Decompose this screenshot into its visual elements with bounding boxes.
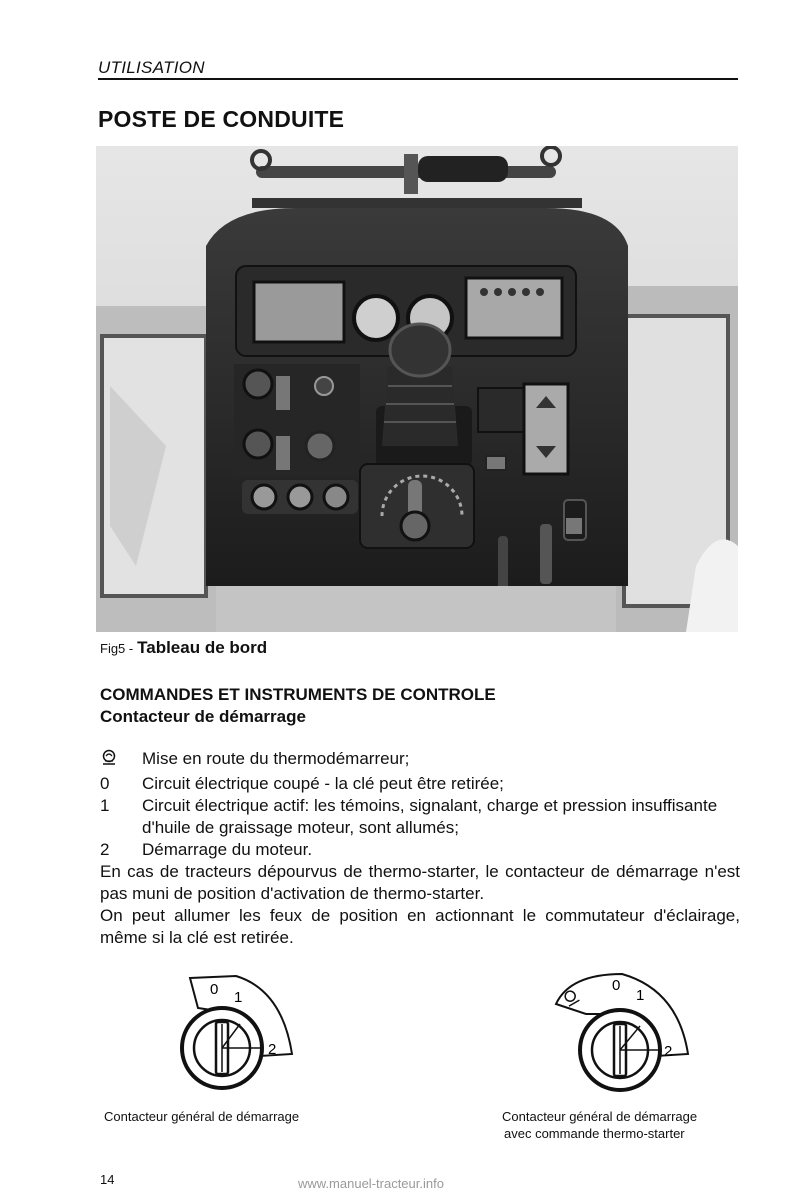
figure-caption [100, 638, 267, 658]
paragraph: On peut allumer les feux de position en actionnant le commutateur d'éclairage, même si la clé est retirée. [100, 906, 740, 947]
ignition-thermostarter-dial-icon [550, 968, 700, 1098]
thermostarter-icon [100, 749, 118, 767]
list-item-text: Circuit électrique coupé - la clé peut être retirée; [142, 774, 504, 793]
list-item-mark: 1 [100, 796, 110, 815]
list-item-mark: 2 [100, 840, 110, 859]
ignition-switch-diagram [170, 968, 300, 1103]
paragraph: En cas de tracteurs dépourvus de thermo-starter, le contacteur de démarrage n'est pas muni de position d'activation de thermo-starter. [100, 862, 740, 903]
dial-label-2: 2 [268, 1041, 277, 1058]
dashboard-photo [96, 146, 738, 632]
dial-caption-line2: avec commande thermo-starter [504, 1126, 685, 1141]
list-item-text: Circuit électrique actif: les témoins, signalant, charge et pression insuffisante d'huile de graissage moteur, sont allumés; [142, 796, 718, 837]
section-subtitle: Contacteur de démarrage [100, 707, 306, 726]
ignition-dial-icon [170, 968, 300, 1098]
dial-label-0: 0 [612, 977, 621, 994]
list-item-text: Démarrage du moteur. [142, 840, 313, 859]
section-header-label: UTILISATION [98, 58, 205, 77]
list-item-mark: 0 [100, 774, 110, 793]
section-title: COMMANDES ET INSTRUMENTS DE CONTROLE [100, 685, 496, 704]
dial-label-1: 1 [636, 987, 645, 1004]
dial-caption: Contacteur général de démarrage [104, 1109, 300, 1124]
dial-caption-line1: Contacteur général de démarrage [502, 1109, 698, 1124]
list-item [100, 773, 740, 795]
list-item [100, 795, 740, 839]
section-header [98, 56, 738, 80]
ignition-switch-thermostarter-diagram [550, 968, 700, 1103]
page-number: 14 [100, 1172, 115, 1187]
watermark: www.manuel-tracteur.info [298, 1176, 444, 1191]
figure-label: Fig5 - [100, 641, 134, 656]
page-title: POSTE DE CONDUITE [98, 106, 345, 132]
list-item [100, 839, 740, 861]
dial-caption [502, 1108, 697, 1142]
dial-label-2: 2 [664, 1043, 673, 1060]
dial-label-1: 1 [234, 989, 243, 1006]
dial-label-0: 0 [210, 981, 219, 998]
list-item-text: Mise en route du thermodémarreur; [142, 749, 410, 768]
list-item [100, 748, 740, 773]
figure-title: Tableau de bord [137, 638, 268, 657]
body-text [100, 748, 740, 949]
